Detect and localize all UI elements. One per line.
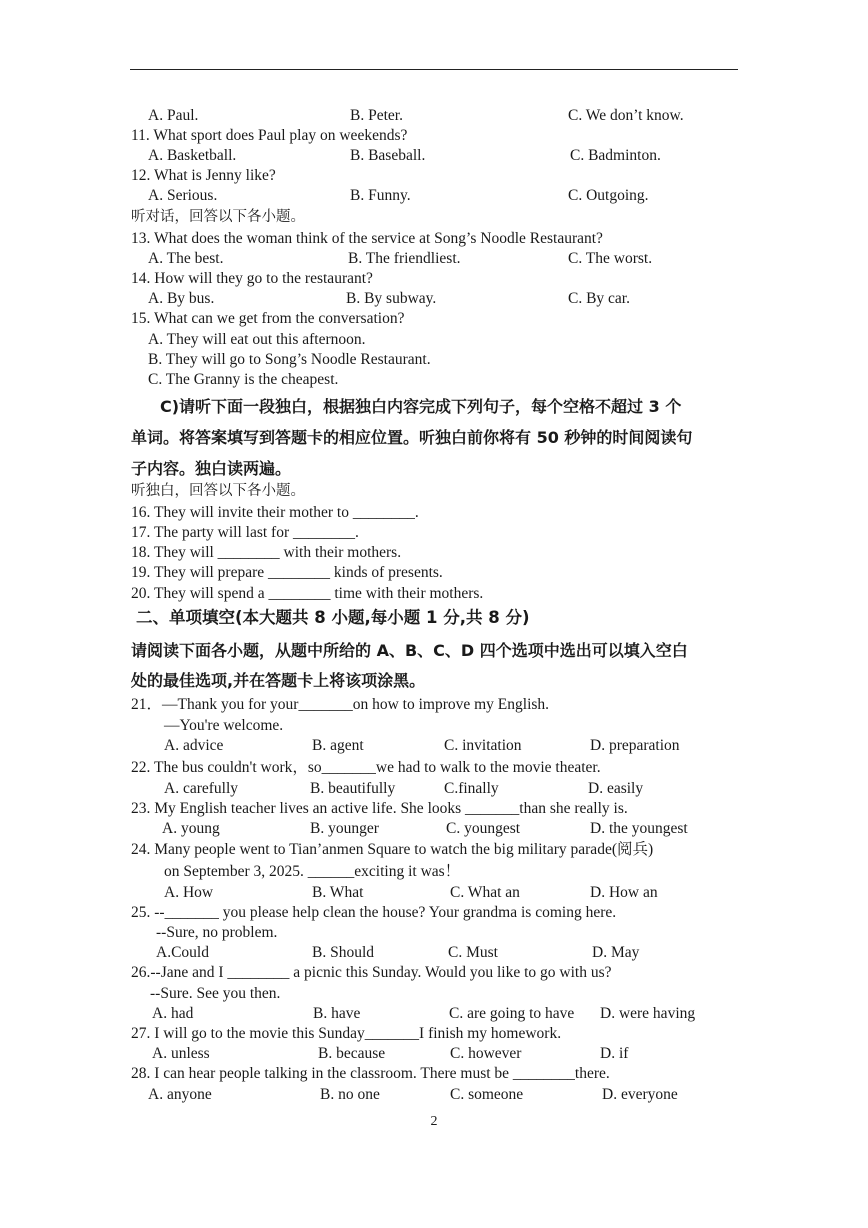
text-segment: D. everyone: [602, 1086, 678, 1103]
text-segment: 25. --_______ you please help clean the house? Your grandma is coming here.: [131, 904, 617, 921]
text-segment: A.Could: [156, 944, 209, 961]
text-line: [0, 1024, 868, 1044]
text-segment: B. By subway.: [346, 290, 437, 307]
text-segment: C. youngest: [446, 820, 521, 837]
text-line: [0, 423, 868, 453]
text-segment: 15. What can we get from the conversation?: [131, 310, 405, 327]
text-line: [0, 229, 868, 249]
text-segment: B. Baseball.: [350, 147, 426, 164]
text-segment: 16. They will invite their mother to ________.: [131, 504, 419, 521]
text-segment: B. beautifully: [310, 780, 396, 797]
text-segment: 听独白，回答以下各小题。: [131, 483, 305, 499]
text-segment: C. We don’t know.: [568, 107, 684, 124]
text-segment: 20. They will spend a ________ time with their mothers.: [131, 585, 484, 602]
text-line: [0, 840, 868, 860]
text-line: [0, 392, 868, 422]
text-line: [0, 454, 868, 484]
text-segment: B. Funny.: [350, 187, 411, 204]
text-line: [0, 1044, 868, 1064]
text-segment: A. Serious.: [148, 187, 218, 204]
text-segment: on September 3, 2025. ______exciting it was！: [164, 863, 461, 880]
text-segment: D. were having: [600, 1005, 696, 1022]
text-segment: B. They will go to Song’s Noodle Restaurant.: [148, 351, 431, 368]
text-segment: D. easily: [588, 780, 644, 797]
text-segment: 27. I will go to the movie this Sunday_______I finish my homework.: [131, 1025, 562, 1042]
text-segment: B. Peter.: [350, 107, 403, 124]
text-line: [0, 269, 868, 289]
text-line: [0, 606, 868, 630]
text-line: [0, 736, 868, 756]
text-segment: 子内容。独白读两遍。: [131, 459, 292, 478]
text-line: [0, 330, 868, 350]
text-segment: B. have: [313, 1005, 361, 1022]
text-line: [0, 584, 868, 604]
text-line: [0, 249, 868, 269]
text-segment: 处的最佳选项,并在答题卡上将该项涂黑。: [131, 671, 426, 690]
text-segment: A. had: [152, 1005, 194, 1022]
text-segment: 18. They will ________ with their mothers.: [131, 544, 402, 561]
text-segment: 二、单项填空(本大题共 8 小题,每小题 1 分,共 8 分): [136, 608, 530, 627]
text-line: [0, 903, 868, 923]
text-segment: --Sure, no problem.: [156, 924, 278, 941]
page-number: 2: [430, 1114, 438, 1129]
text-segment: A. advice: [164, 737, 224, 754]
text-line: [0, 563, 868, 583]
text-line: [0, 309, 868, 329]
text-segment: --Sure. See you then.: [150, 985, 281, 1002]
text-segment: B. no one: [320, 1086, 380, 1103]
text-line: [0, 1085, 868, 1105]
text-line: [0, 289, 868, 309]
text-line: [0, 370, 868, 390]
text-line: [0, 350, 868, 370]
text-segment: B. agent: [312, 737, 364, 754]
text-line: [0, 758, 868, 778]
text-segment: 23. My English teacher lives an active life. She looks _______than she really is.: [131, 800, 628, 817]
text-segment: C. Outgoing.: [568, 187, 649, 204]
text-segment: D. if: [600, 1045, 629, 1062]
text-segment: 28. I can hear people talking in the classroom. There must be ________there.: [131, 1065, 610, 1082]
text-segment: C. By car.: [568, 290, 630, 307]
text-segment: A. anyone: [148, 1086, 212, 1103]
text-segment: 11. What sport does Paul play on weekends?: [131, 127, 408, 144]
text-line: [0, 819, 868, 839]
text-segment: B. Should: [312, 944, 375, 961]
text-segment: C. are going to have: [449, 1005, 575, 1022]
text-segment: C. What an: [450, 884, 520, 901]
text-line: [0, 543, 868, 563]
text-segment: 12. What is Jenny like?: [131, 167, 276, 184]
text-line: [0, 943, 868, 963]
text-line: [0, 481, 868, 501]
text-segment: A. Paul.: [148, 107, 199, 124]
text-segment: 单词。将答案填写到答题卡的相应位置。听独白前你将有 50 秒钟的时间阅读句: [131, 428, 693, 447]
text-segment: C. Must: [448, 944, 498, 961]
text-segment: 听对话，回答以下各小题。: [131, 209, 305, 225]
text-segment: 17. The party will last for ________.: [131, 524, 359, 541]
text-line: [0, 716, 868, 736]
text-segment: B. What: [312, 884, 364, 901]
text-line: [0, 166, 868, 186]
text-line: [0, 146, 868, 166]
text-segment: C.finally: [444, 780, 499, 797]
text-segment: B. because: [318, 1045, 386, 1062]
text-segment: D. May: [592, 944, 640, 961]
text-segment: A. The best.: [148, 250, 224, 267]
text-segment: C)请听下面一段独白，根据独白内容完成下列句子，每个空格不超过 3 个: [160, 397, 682, 416]
text-segment: A. By bus.: [148, 290, 215, 307]
text-line: [0, 963, 868, 983]
text-segment: D. How an: [590, 884, 658, 901]
text-line: [0, 523, 868, 543]
text-segment: A. young: [162, 820, 220, 837]
text-segment: A. They will eat out this afternoon.: [148, 331, 366, 348]
text-segment: —You're welcome.: [164, 717, 284, 734]
text-segment: C. Badminton.: [570, 147, 661, 164]
text-segment: 24. Many people went to Tian’anmen Square to watch the big military parade(阅兵): [131, 841, 654, 858]
text-segment: C. The worst.: [568, 250, 653, 267]
text-line: [0, 923, 868, 943]
text-segment: 请阅读下面各小题，从题中所给的 A、B、C、D 四个选项中选出可以填入空白: [131, 641, 688, 660]
text-segment: 26.--Jane and I ________ a picnic this Sunday. Would you like to go with us?: [131, 964, 612, 981]
text-line: [0, 883, 868, 903]
text-segment: 13. What does the woman think of the service at Song’s Noodle Restaurant?: [131, 230, 603, 247]
text-segment: D. the youngest: [590, 820, 688, 837]
text-line: [0, 106, 868, 126]
text-line: [0, 666, 868, 696]
text-segment: C. invitation: [444, 737, 522, 754]
text-line: [0, 799, 868, 819]
text-segment: C. The Granny is the cheapest.: [148, 371, 339, 388]
text-line: [0, 207, 868, 227]
text-line: [0, 636, 868, 666]
text-segment: A. carefully: [164, 780, 239, 797]
text-segment: B. younger: [310, 820, 379, 837]
text-segment: D. preparation: [590, 737, 680, 754]
text-line: [0, 779, 868, 799]
text-segment: C. however: [450, 1045, 522, 1062]
text-line: [0, 862, 868, 882]
text-segment: 21．—Thank you for your_______on how to improve my English.: [131, 696, 550, 713]
text-line: [0, 695, 868, 715]
text-line: [0, 1004, 868, 1024]
text-line: [0, 186, 868, 206]
text-segment: C. someone: [450, 1086, 524, 1103]
text-segment: 19. They will prepare ________ kinds of presents.: [131, 564, 443, 581]
text-segment: A. unless: [152, 1045, 210, 1062]
text-segment: A. How: [164, 884, 214, 901]
text-line: [0, 503, 868, 523]
text-segment: B. The friendliest.: [348, 250, 461, 267]
text-segment: 22. The bus couldn't work，so_______we had to walk to the movie theater.: [131, 759, 601, 776]
text-line: [0, 126, 868, 146]
text-segment: 14. How will they go to the restaurant?: [131, 270, 373, 287]
text-line: [0, 1064, 868, 1084]
text-segment: A. Basketball.: [148, 147, 237, 164]
text-line: [0, 984, 868, 1004]
